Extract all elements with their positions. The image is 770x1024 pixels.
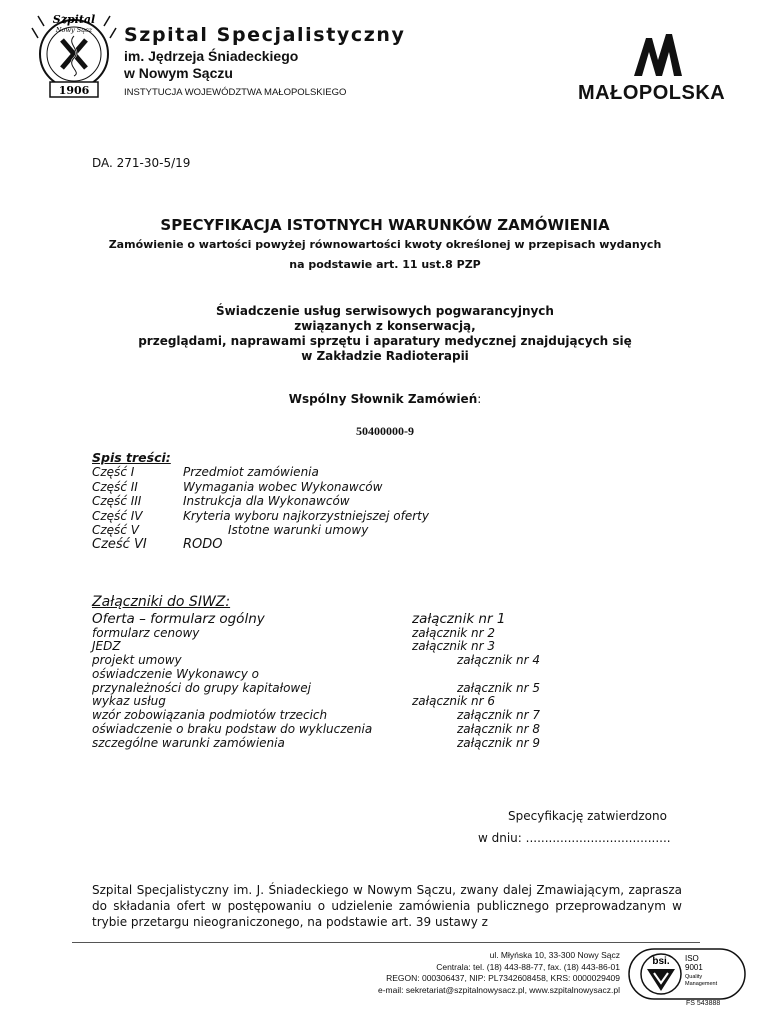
toc-name: Istotne warunki umowy: [228, 523, 369, 537]
subject-line: przeglądami, naprawami sprzętu i aparatury medycznej znajdujących się: [138, 334, 632, 348]
toc-part: Część V: [92, 523, 139, 537]
iso-number: 9001: [685, 963, 703, 972]
hospital-seal-logo: [30, 10, 118, 100]
attachment-number: załącznik nr 4: [457, 653, 541, 668]
attachment-name: JEDZ: [92, 639, 121, 654]
toc-part: Cześć VI: [92, 536, 147, 552]
attachments-title: Załączniki do SIWZ:: [92, 594, 231, 610]
toc-name: Wymagania wobec Wykonawców: [183, 479, 383, 494]
iso-management: Management: [685, 981, 718, 987]
cpv-colon: :: [477, 392, 482, 406]
toc-part: Część IV: [92, 508, 143, 523]
footer-ids: REGON: 000306437, NIP: PL7342608458, KRS: 0000029409: [386, 973, 620, 983]
malopolska-mountain-icon: [630, 30, 686, 78]
footer-email: e-mail: sekretariat@szpitalnowysacz.pl, www.szpitalnowysacz.pl: [378, 984, 620, 995]
iso-quality: Quality: [685, 974, 703, 980]
attachment-number: załącznik nr 5: [457, 680, 541, 695]
document-title: SPECYFIKACJA ISTOTNYCH WARUNKÓW ZAMÓWIENIA: [160, 216, 610, 234]
malopolska-logo-text: MAŁOPOLSKA: [578, 82, 726, 104]
reference-number: DA. 271-30-5/19: [92, 156, 191, 170]
attachment-number: załącznik nr 9: [457, 735, 541, 750]
document-subtitle-line1: Zamówienie o wartości powyżej równowartości kwoty określonej w przepisach wydanych: [108, 238, 662, 251]
attachment-name: Oferta – formularz ogólny: [92, 611, 265, 627]
attachment-number: załącznik nr 8: [457, 722, 541, 737]
seal-year: 1906: [58, 84, 90, 97]
cpv-code: 50400000-9: [356, 424, 414, 438]
hospital-name: Szpital Specjalistyczny: [124, 24, 406, 46]
attachment-name: szczególne warunki zamówienia: [92, 735, 285, 750]
toc-name: RODO: [183, 536, 223, 552]
attachment-number: załącznik nr 3: [412, 639, 496, 654]
subject-line: związanych z konserwacją,: [294, 319, 476, 333]
toc-title: Spis treści:: [92, 450, 171, 465]
toc-name: Instrukcja dla Wykonawców: [183, 494, 350, 508]
iso-cert-code: FS 543888: [686, 1000, 721, 1007]
cpv-label: [0, 392, 770, 406]
footer-phone: Centrala: tel. (18) 443-88-77, fax. (18) 443-86-01: [436, 961, 620, 972]
cpv-label-text: Wspólny Słownik Zamówień: [288, 392, 478, 406]
toc-part: Część III: [92, 494, 142, 508]
seal-text-top: Szpital: [52, 13, 96, 26]
seal-text-mid: Nowy Sącz: [55, 26, 93, 34]
approval-date-line: w dniu: ......................................: [478, 831, 671, 845]
bsi-text: bsi.: [652, 956, 670, 967]
attachment-number: załącznik nr 1: [412, 611, 506, 627]
attachment-name: wykaz usług: [92, 694, 166, 709]
iso-label: ISO: [685, 954, 699, 963]
footer-contact: [300, 950, 620, 996]
attachment-number: załącznik nr 2: [412, 625, 496, 640]
footer-divider: [72, 942, 700, 943]
order-subject: [0, 304, 770, 364]
attachment-name: przynależności do grupy kapitałowej: [92, 680, 311, 695]
intro-paragraph: Szpital Specjalistyczny im. J. Śniadeckiego w Nowym Sączu, zwany dalej Zmawiającym, zaprasza do składania ofert w postępowaniu o udzielenie zamówienia publicznego przeprowadzanym w trybie przetargu nieograniczonego, na podstawie art. 39 ustawy z: [92, 883, 682, 929]
toc-part: Część I: [92, 465, 135, 479]
attachment-number: załącznik nr 6: [412, 694, 496, 709]
subject-line: Świadczenie usług serwisowych pogwarancyjnych: [216, 304, 554, 318]
attachment-name: oświadczenie Wykonawcy o: [92, 666, 260, 681]
attachment-name: formularz cenowy: [92, 625, 200, 640]
toc-part: Część II: [92, 479, 138, 494]
footer-address: ul. Młyńska 10, 33-300 Nowy Sącz: [489, 950, 620, 960]
attachment-number: załącznik nr 7: [457, 708, 541, 723]
hospital-patron: im. Jędrzeja Śniadeckiego: [124, 48, 299, 64]
document-subtitle-line2: na podstawie art. 11 ust.8 PZP: [289, 258, 481, 271]
toc-name: Przedmiot zamówienia: [183, 465, 319, 479]
institution-label: INSTYTUCJA WOJEWÓDZTWA MAŁOPOLSKIEGO: [124, 87, 347, 98]
attachment-name: oświadczenie o braku podstaw do wykluczenia: [92, 722, 373, 737]
subject-line: w Zakładzie Radioterapii: [301, 349, 469, 363]
hospital-city: w Nowym Sączu: [124, 65, 233, 81]
toc-name: Kryteria wyboru najkorzystniejszej oferty: [183, 508, 429, 523]
attachment-name: projekt umowy: [92, 653, 182, 668]
attachment-name: wzór zobowiązania podmiotów trzecich: [92, 708, 328, 723]
approval-label: Specyfikację zatwierdzono: [508, 809, 667, 823]
